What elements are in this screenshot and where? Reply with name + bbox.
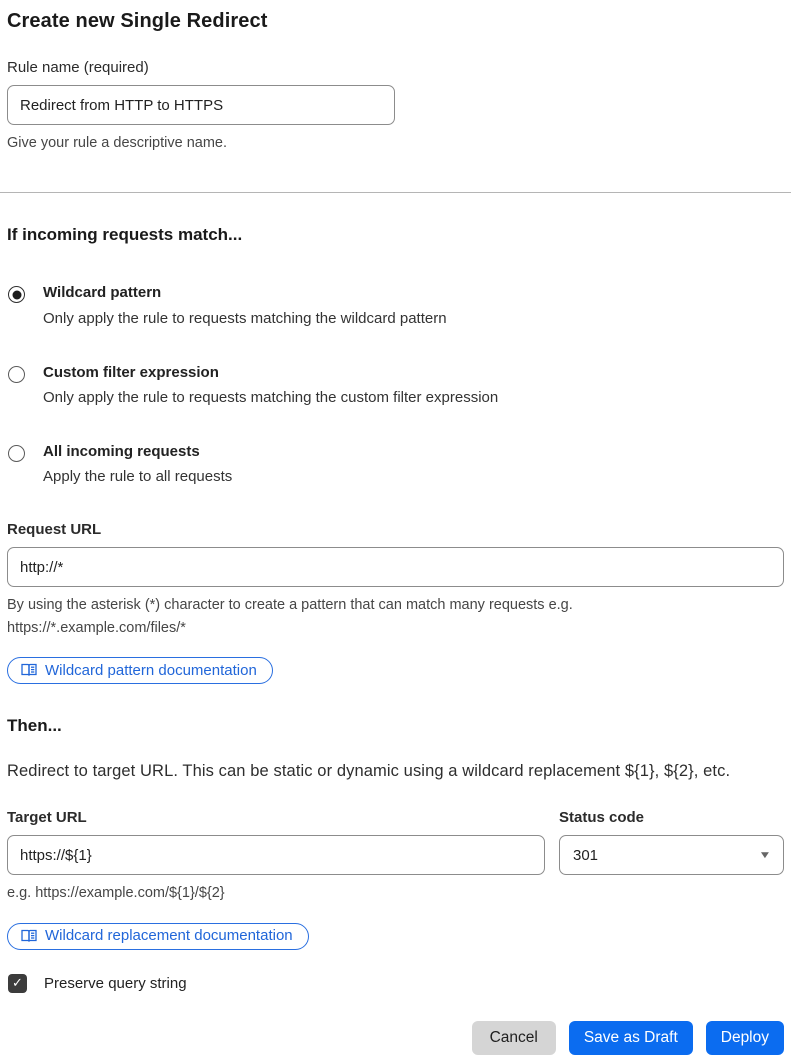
radio-selected-icon[interactable]	[8, 286, 25, 303]
checkmark-icon: ✓	[12, 975, 23, 991]
target-url-help: e.g. https://example.com/${1}/${2}	[7, 885, 225, 902]
then-description: Redirect to target URL. This can be static or dynamic using a wildcard replacement ${1}, ${2}, etc.	[7, 762, 731, 781]
radio-description: Only apply the rule to requests matching the wildcard pattern	[43, 309, 447, 327]
status-code-field	[559, 809, 784, 904]
page-title: Create new Single Redirect	[7, 10, 268, 32]
match-type-radio-group	[7, 283, 784, 487]
radio-label: Custom filter expression	[43, 363, 219, 381]
rule-name-input[interactable]	[7, 85, 395, 125]
request-url-help	[7, 594, 784, 639]
preserve-query-row[interactable]	[7, 974, 784, 993]
target-url-label: Target URL	[7, 809, 87, 827]
target-url-input[interactable]	[7, 835, 545, 875]
request-url-help-line2: https://*.example.com/files/*	[7, 619, 186, 636]
section-divider	[0, 192, 791, 193]
checkbox-checked-icon[interactable]	[8, 974, 27, 993]
radio-label: All incoming requests	[43, 442, 200, 460]
preserve-query-label: Preserve query string	[44, 974, 187, 992]
docs-button-label: Wildcard replacement documentation	[45, 927, 293, 945]
radio-label: Wildcard pattern	[43, 284, 162, 302]
request-url-input[interactable]	[7, 547, 784, 587]
request-url-field	[7, 521, 784, 639]
radio-option-custom-filter[interactable]	[7, 363, 784, 408]
cancel-button[interactable]: Cancel	[472, 1021, 556, 1055]
radio-unselected-icon[interactable]	[8, 445, 25, 462]
request-url-label: Request URL	[7, 521, 102, 539]
match-section-heading: If incoming requests match...	[7, 225, 243, 245]
book-icon	[21, 929, 37, 943]
status-code-label: Status code	[559, 809, 645, 827]
docs-button-label: Wildcard pattern documentation	[45, 661, 257, 679]
deploy-button[interactable]: Deploy	[706, 1021, 784, 1055]
radio-unselected-icon[interactable]	[8, 366, 25, 383]
target-url-field	[7, 809, 545, 904]
status-code-value: 301	[573, 846, 599, 864]
chevron-down-icon: ▼	[758, 849, 772, 861]
wildcard-replacement-docs-button[interactable]	[7, 923, 309, 950]
status-code-select[interactable]	[559, 835, 784, 875]
radio-option-wildcard-pattern[interactable]	[7, 283, 784, 328]
rule-name-label: Rule name (required)	[7, 59, 149, 76]
radio-description: Only apply the rule to requests matching the custom filter expression	[43, 388, 499, 406]
save-as-draft-button[interactable]: Save as Draft	[569, 1021, 693, 1055]
footer-actions	[7, 1021, 784, 1055]
request-url-help-line1: By using the asterisk (*) character to create a pattern that can match many requests e.g.	[7, 597, 573, 614]
wildcard-pattern-docs-button[interactable]	[7, 657, 273, 684]
then-section-heading: Then...	[7, 716, 62, 736]
radio-option-all-requests[interactable]	[7, 442, 784, 487]
rule-name-field	[7, 59, 784, 154]
rule-name-help: Give your rule a descriptive name.	[7, 135, 228, 151]
book-icon	[21, 663, 37, 677]
radio-description: Apply the rule to all requests	[43, 468, 233, 486]
